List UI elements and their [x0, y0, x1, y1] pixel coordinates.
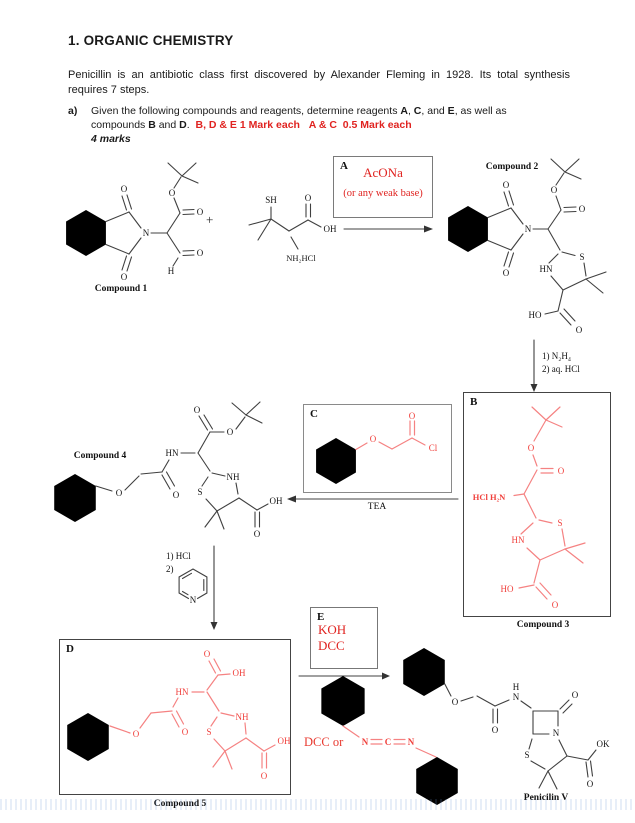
atom-n: N	[407, 737, 415, 747]
atom-o: O	[181, 727, 189, 737]
atom-n: N	[512, 692, 520, 702]
atom-s: S	[557, 518, 563, 528]
atom-o: O	[575, 325, 583, 335]
atom-s: S	[524, 750, 530, 760]
atom-n: N	[189, 595, 197, 605]
tea-label: TEA	[367, 502, 387, 512]
compound-b-label: B	[470, 396, 478, 408]
atom-n: N	[524, 224, 532, 234]
atom-hclh2n: HCl H₂N	[472, 492, 506, 502]
compound-b-box	[463, 392, 611, 617]
atom-o: O	[586, 779, 594, 789]
atom-o: O	[491, 725, 499, 735]
compound-4-structure	[54, 402, 283, 539]
plus-sign: +	[206, 212, 214, 227]
atom-o: O	[168, 188, 176, 198]
atom-o: O	[304, 193, 312, 203]
reagent-a-text: AcONa	[363, 165, 403, 180]
atom-nh: NH	[235, 712, 249, 722]
question-text: Given the following compounds and reagents, determine reagents A, C, and E, as well as compounds B and D. B, D & E 1 Mark each A & C 0.5 Mark each	[91, 105, 507, 131]
atom-sh: SH	[265, 195, 277, 205]
step-n2h4-label: 1) N₂H₄	[542, 351, 572, 361]
compound-d-box	[59, 639, 291, 795]
reagent-e-koh: KOH	[318, 622, 347, 637]
atom-o: O	[226, 427, 234, 437]
atom-s: S	[206, 727, 212, 737]
atom-o: O	[551, 600, 559, 610]
arrow-to-compound-3	[531, 340, 538, 392]
atom-o: O	[527, 443, 535, 453]
atom-c: C	[384, 737, 392, 747]
dcc-or-label: DCC or	[304, 735, 344, 749]
atom-ho: HO	[500, 584, 514, 594]
marking-note: B, D & E 1 Mark each A & C 0.5 Mark each	[195, 118, 412, 131]
atom-hn: HN	[165, 448, 179, 458]
atom-o: O	[253, 529, 261, 539]
atom-oh: OH	[323, 224, 337, 234]
caption-compound-5: Compound 5	[153, 799, 207, 809]
page-title: 1. ORGANIC CHEMISTRY	[68, 33, 234, 48]
atom-n: N	[361, 737, 369, 747]
atom-o: O	[578, 204, 586, 214]
atom-o: O	[451, 697, 459, 707]
pyridine-structure	[179, 569, 207, 605]
intro-paragraph: Penicillin is an antibiotic class first discovered by Alexander Fleming in 1928. Its total synthesis requires 7 steps.	[68, 69, 570, 96]
atom-ok: OK	[596, 739, 610, 749]
reagent-e-dcc: DCC	[318, 637, 345, 653]
step-aq-hcl-label: 2) aq. HCl	[542, 364, 580, 374]
step-hcl-label: 1) HCl	[166, 551, 191, 561]
atom-nh2hcl: NH₂HCl	[286, 253, 316, 263]
atom-hn: HN	[511, 535, 525, 545]
atom-oh: OH	[232, 668, 246, 678]
atom-ho: HO	[528, 310, 542, 320]
atom-s: S	[579, 252, 585, 262]
compound-d-label: D	[66, 643, 74, 655]
atom-o: O	[408, 411, 416, 421]
reagent-c-box	[303, 404, 452, 493]
atom-hn: HN	[175, 687, 189, 697]
atom-oh: OH	[269, 496, 283, 506]
atom-o: O	[196, 248, 204, 258]
atom-s: S	[197, 487, 203, 497]
arrow-to-compound-5	[211, 546, 218, 630]
atom-o: O	[196, 207, 204, 217]
atom-nh: NH	[226, 472, 240, 482]
atom-o: O	[557, 466, 565, 476]
caption-penicillin-v: Penicilin V	[523, 793, 569, 803]
reagent-a-box	[333, 156, 433, 218]
atom-o: O	[502, 180, 510, 190]
caption-compound-1: Compound 1	[94, 284, 148, 294]
atom-h: H	[512, 682, 520, 692]
marks-label: 4 marks	[91, 132, 131, 145]
question-marker: a)	[68, 105, 78, 117]
compound-1-structure	[66, 163, 204, 282]
atom-o: O	[550, 185, 558, 195]
step-2-label: 2)	[166, 564, 174, 574]
scan-artifact	[0, 799, 635, 810]
atom-o: O	[115, 488, 123, 498]
atom-cl: Cl	[428, 443, 438, 453]
atom-o: O	[571, 690, 579, 700]
caption-compound-2: Compound 2	[485, 162, 539, 172]
atom-o: O	[502, 268, 510, 278]
atom-o: O	[193, 405, 201, 415]
atom-o: O	[132, 729, 140, 739]
arrow-reagent-a	[344, 226, 433, 233]
reagent-a-note: (or any weak base)	[343, 188, 423, 199]
atom-h: H	[167, 266, 175, 276]
atom-oh: OH	[277, 736, 291, 746]
caption-compound-3: Compound 3	[516, 620, 570, 630]
atom-o: O	[369, 434, 377, 444]
atom-hn: HN	[539, 264, 553, 274]
reagent-e-label: E	[317, 611, 325, 623]
caption-compound-4: Compound 4	[73, 451, 127, 461]
reagent-c-label: C	[310, 408, 318, 420]
reagent-a-label: A	[340, 160, 348, 172]
reagent-e-box	[310, 607, 378, 669]
atom-o: O	[260, 771, 268, 781]
atom-o: O	[120, 272, 128, 282]
atom-o: O	[203, 649, 211, 659]
atom-o: O	[120, 184, 128, 194]
atom-n: N	[552, 728, 560, 738]
penicillamine-structure	[249, 193, 337, 263]
atom-o: O	[172, 490, 180, 500]
atom-n: N	[142, 228, 150, 238]
compound-2-structure	[448, 159, 606, 335]
